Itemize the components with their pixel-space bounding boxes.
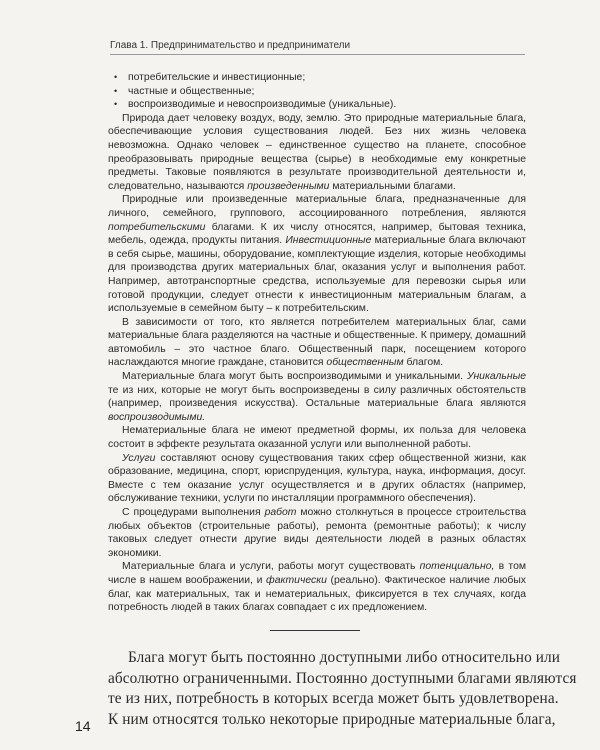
italic-term: воспроизводимыми.: [108, 411, 206, 423]
list-item-text: частные и общественные;: [128, 85, 255, 97]
paragraph: [108, 452, 526, 506]
list-item-text: воспроизводимые и невоспроизводимые (уникальные).: [128, 99, 397, 111]
italic-term: потенциально,: [419, 561, 495, 573]
text-run: составляют основу существования таких сфер общественной жизни, как образование, медицина, спорт, юриспруденция, культура, наука, информация, досуг. Вместе с тем оказание услуг осуществляется и в других областях (например, обслуживание техники, услуги по инсталляции программного обеспечения).: [108, 452, 526, 505]
paragraph: [108, 193, 526, 315]
continuation-text: [108, 648, 577, 730]
italic-term: произведенными: [247, 180, 330, 192]
text-run: Природа дает человеку воздух, воду, землю. Это природные материальные блага, обеспечивающие условия существования людей. Без них жизнь человека невозможна. Однако человек – единственное существо на планете, способное преобразовывать природные вещества (сырье) в необходимые ему конкретные предметы. Таковые появляются в результате производительной деятельности и, следовательно, называются: [108, 112, 526, 192]
text-run: Материальные блага могут быть воспроизводимыми и уникальными.: [122, 371, 467, 383]
list-item: [108, 98, 526, 112]
text-run: Природные или произведенные материальные блага, предназначенные для личного, семейного, группового, ассоциированного потребления, являются: [108, 194, 526, 219]
text-line: те из них, потребность в которых всегда может быть удовлетворена.: [108, 690, 559, 707]
text-run: благами. К их числу относятся, например, бытовая техника, мебель, одежда, продукты питания.: [108, 221, 526, 247]
paragraph: [108, 316, 526, 370]
text-line: Блага могут быть постоянно доступными либо относительно или: [128, 649, 561, 666]
section-divider: [270, 630, 360, 631]
italic-term: фактически: [266, 574, 327, 586]
paragraph: [108, 370, 526, 424]
page-number: 14: [75, 718, 91, 734]
text-run: можно столкнуться в процессе строительства любых объектов (строительные работы), ремонта (ремонтные работы); к числу таковых следует отнести другие виды деятельности людей в разных областях экономики.: [108, 507, 527, 559]
italic-term: потребительскими: [108, 221, 206, 233]
list-item-text: потребительские и инвестиционные;: [128, 72, 306, 83]
bullet-icon: •: [114, 85, 118, 96]
text-run: благом.: [403, 357, 444, 369]
italic-term: Уникальные: [466, 371, 526, 383]
paragraph: [108, 112, 526, 194]
paragraphs: [108, 112, 526, 615]
italic-term: общественным: [326, 357, 404, 369]
italic-term: Услуги: [122, 452, 156, 464]
bullet-list: [108, 71, 526, 112]
text-run: Материальные блага и услуги, работы могут существовать: [122, 561, 420, 573]
text-run: Нематериальные блага не имеют предметной формы, их польза для человека состоит в эффекте результата оказанной услуги или выполненной работы.: [108, 425, 526, 451]
text-run: В зависимости от того, кто является потребителем материальных благ, сами материальные блага разделяются на частные и общественные. К примеру, домашний автомобиль – это частное благо. Общественный парк, посещением которого наслаждаются многие граждане, становится: [108, 316, 526, 369]
main-text: [108, 71, 526, 615]
text-run: в том числе в нашем воображении, и: [108, 561, 527, 586]
text-run: С процедурами выполнения: [122, 507, 265, 518]
list-item: [108, 71, 526, 85]
italic-term: работ: [264, 507, 297, 518]
running-header: Глава 1. Предпринимательство и предприниматели: [110, 40, 525, 55]
paragraph: [108, 506, 526, 560]
list-item: [108, 85, 526, 99]
text-run: материальными благами.: [329, 180, 456, 192]
text-line: абсолютно ограниченными. Постоянно доступными благами являются: [108, 669, 577, 687]
bullet-icon: •: [114, 72, 118, 82]
text-run: материальные блага включают в себя сырье, машины, оборудование, комплектующие изделия, которые необходимы для производства других материальных благ, оказания услуг и выполнения работ. Например, автотранспортные средства, используемые для перевозки сырья или готовой продукции, следует отнести к инвестиционным материальным благам, а используемые в семейном быту – к потребительским.: [108, 235, 527, 315]
paragraph: [108, 424, 526, 451]
text-run: те из них, которые не могут быть воспроизведены в силу различных обстоятельств (например, произведения искусства). Остальные материальные блага являются: [108, 384, 526, 410]
text-run: (реально). Фактическое наличие любых благ, как материальных, так и нематериальных, фиксируется в тех случаях, когда потребность людей в таких благах совпадает с их предложением.: [108, 574, 526, 614]
bullet-icon: •: [114, 99, 118, 110]
italic-term: Инвестиционные: [285, 235, 372, 247]
text-line: К ним относятся только некоторые природные материальные блага,: [108, 710, 556, 728]
paragraph: [108, 560, 526, 614]
